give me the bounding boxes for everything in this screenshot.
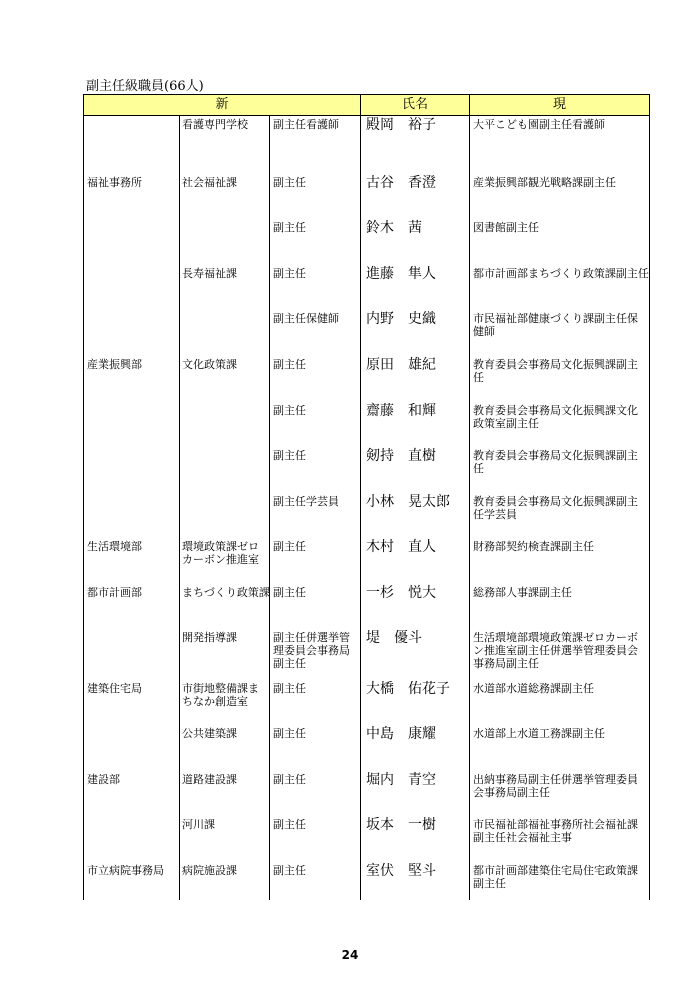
current-position-line: 政策室副主任 — [473, 417, 539, 430]
section-cell: 道路建設課 — [182, 773, 237, 786]
position-cell: 副主任 — [273, 404, 306, 417]
current-position-line: 図書館副主任 — [473, 221, 539, 234]
section-cell: 長寿福祉課 — [182, 267, 237, 280]
position-cell: 副主任 — [273, 727, 306, 740]
name-cell: 進藤 隼人 — [366, 266, 436, 282]
column-border — [469, 94, 470, 900]
name-cell: 室伏 堅斗 — [366, 863, 436, 879]
current-position-line: 市民福祉部福祉事務所社会福祉課 — [473, 818, 638, 831]
header-current: 現 — [552, 97, 566, 112]
current-position-line: 健師 — [473, 325, 495, 338]
name-cell: 木村 直人 — [366, 539, 436, 555]
department-cell: 都市計画部 — [87, 586, 142, 599]
section-cell: 看護専門学校 — [182, 118, 248, 131]
current-position-line: 大平こども園副主任看護師 — [473, 118, 605, 131]
section-cell: 環境政策課ゼロ カーボン推進室 — [182, 540, 259, 566]
column-border — [179, 116, 180, 900]
position-cell: 副主任 — [273, 682, 306, 695]
section-cell: 河川課 — [182, 818, 215, 831]
name-cell: 剱持 直樹 — [366, 448, 436, 464]
section-cell: 社会福祉課 — [182, 176, 237, 189]
position-cell: 副主任 — [273, 176, 306, 189]
name-cell: 大橋 佑花子 — [366, 681, 450, 697]
current-position-line: ン推進室副主任併選挙管理委員会 — [473, 644, 638, 657]
position-cell: 副主任 — [273, 540, 306, 553]
department-cell: 産業振興部 — [87, 358, 142, 371]
current-position-line: 任 — [473, 371, 484, 384]
current-position-line: 財務部契約検査課副主任 — [473, 540, 594, 553]
department-cell: 市立病院事務局 — [87, 864, 164, 877]
column-border — [360, 94, 361, 900]
current-position-line: 総務部人事課副主任 — [473, 586, 572, 599]
position-cell: 副主任 — [273, 449, 306, 462]
position-cell: 副主任 — [273, 773, 306, 786]
section-cell: 文化政策課 — [182, 358, 237, 371]
name-cell: 中島 康耀 — [366, 726, 436, 742]
table-caption: 副主任級職員(66人) — [86, 79, 204, 94]
current-position-line: 副主任 — [473, 877, 506, 890]
position-cell: 副主任 — [273, 818, 306, 831]
name-cell: 一杉 悦大 — [366, 585, 436, 601]
name-cell: 坂本 一樹 — [366, 817, 436, 833]
name-cell: 堤 優斗 — [366, 630, 422, 646]
current-position-line: 都市計画部まちづくり政策課副主任 — [473, 267, 649, 280]
header-new: 新 — [215, 97, 229, 112]
current-position-line: 教育委員会事務局文化振興課副主 — [473, 358, 638, 371]
column-border — [269, 116, 270, 900]
position-cell: 副主任 — [273, 267, 306, 280]
position-cell: 副主任 — [273, 586, 306, 599]
section-cell: 開発指導課 — [182, 631, 237, 644]
current-position-line: 出納事務局副主任併選挙管理委員 — [473, 773, 638, 786]
department-cell: 建築住宅局 — [87, 682, 142, 695]
position-cell: 副主任 — [273, 864, 306, 877]
department-cell: 生活環境部 — [87, 540, 142, 553]
position-cell: 副主任 — [273, 358, 306, 371]
name-cell: 小林 晃太郎 — [366, 494, 450, 510]
current-position-line: 任学芸員 — [473, 508, 517, 521]
section-cell: 病院施設課 — [182, 864, 237, 877]
position-cell: 副主任 — [273, 221, 306, 234]
current-position-line: 副主任社会福祉主事 — [473, 831, 572, 844]
current-position-line: 市民福祉部健康づくり課副主任保 — [473, 312, 638, 325]
current-position-line: 水道部上水道工務課副主任 — [473, 727, 605, 740]
current-position-line: 産業振興部観光戦略課副主任 — [473, 176, 616, 189]
current-position-line: 水道部水道総務課副主任 — [473, 682, 594, 695]
position-cell: 副主任保健師 — [273, 312, 339, 325]
position-cell: 副主任看護師 — [273, 118, 339, 131]
name-cell: 堀内 青空 — [366, 772, 436, 788]
section-cell: 市街地整備課ま ちなか創造室 — [182, 682, 259, 708]
name-cell: 古谷 香澄 — [366, 175, 436, 191]
current-position-line: 生活環境部環境政策課ゼロカーボ — [473, 631, 638, 644]
current-position-line: 会事務局副主任 — [473, 786, 550, 799]
name-cell: 齋藤 和輝 — [366, 403, 436, 419]
current-position-line: 事務局副主任 — [473, 657, 539, 670]
position-cell: 副主任併選挙管 理委員会事務局 副主任 — [273, 631, 350, 670]
current-position-line: 任 — [473, 462, 484, 475]
table-header — [83, 94, 650, 116]
section-cell: まちづくり政策課 — [182, 586, 270, 599]
department-cell: 建設部 — [87, 773, 120, 786]
page-number: 24 — [341, 948, 359, 962]
current-position-line: 教育委員会事務局文化振興課文化 — [473, 404, 638, 417]
column-border — [83, 116, 84, 900]
current-position-line: 教育委員会事務局文化振興課副主 — [473, 449, 638, 462]
name-cell: 殿岡 裕子 — [366, 117, 436, 133]
current-position-line: 教育委員会事務局文化振興課副主 — [473, 495, 638, 508]
section-cell: 公共建築課 — [182, 727, 237, 740]
current-position-line: 都市計画部建築住宅局住宅政策課 — [473, 864, 638, 877]
column-border — [649, 94, 650, 900]
department-cell: 福祉事務所 — [87, 176, 142, 189]
name-cell: 鈴木 茜 — [366, 220, 422, 236]
header-name: 氏名 — [401, 97, 428, 112]
name-cell: 内野 史織 — [366, 311, 436, 327]
position-cell: 副主任学芸員 — [273, 495, 339, 508]
name-cell: 原田 雄紀 — [366, 357, 436, 373]
